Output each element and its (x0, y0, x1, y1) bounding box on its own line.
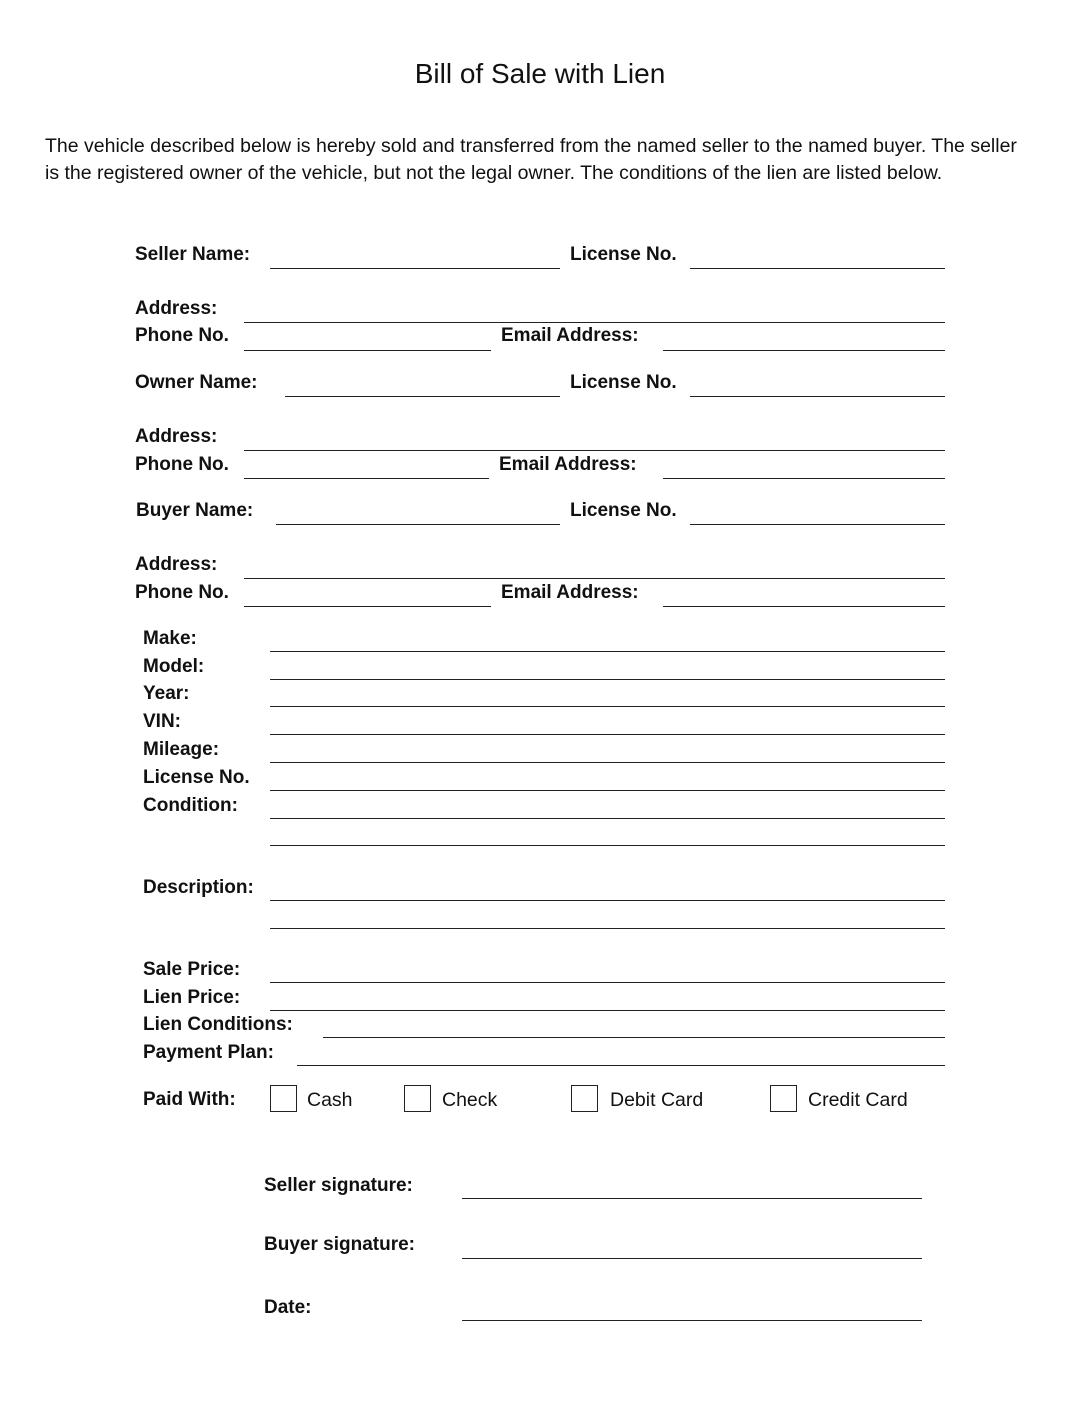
vehicle-year-field[interactable] (270, 706, 945, 707)
seller-license-field[interactable] (690, 268, 945, 269)
cash-checkbox[interactable] (270, 1085, 297, 1112)
check-checkbox[interactable] (404, 1085, 431, 1112)
seller-signature-field[interactable] (462, 1198, 922, 1199)
vehicle-condition-field-2[interactable] (270, 845, 945, 846)
buyer-email-label: Email Address: (501, 582, 639, 603)
vehicle-vin-field[interactable] (270, 734, 945, 735)
seller-phone-field[interactable] (244, 350, 491, 351)
paid-with-label: Paid With: (143, 1089, 236, 1110)
vehicle-license-field[interactable] (270, 790, 945, 791)
owner-address-label: Address: (135, 426, 218, 447)
buyer-signature-field[interactable] (462, 1258, 922, 1259)
debit-card-option-label: Debit Card (610, 1089, 704, 1111)
vehicle-condition-field[interactable] (270, 818, 945, 819)
owner-phone-label: Phone No. (135, 454, 229, 475)
buyer-signature-label: Buyer signature: (264, 1234, 415, 1255)
payment-plan-label: Payment Plan: (143, 1042, 274, 1063)
vehicle-license-label: License No. (143, 767, 250, 788)
owner-phone-field[interactable] (244, 478, 489, 479)
vehicle-year-label: Year: (143, 683, 190, 704)
sale-price-field[interactable] (270, 982, 945, 983)
seller-license-label: License No. (570, 244, 677, 265)
owner-email-label: Email Address: (499, 454, 637, 475)
vehicle-model-field[interactable] (270, 679, 945, 680)
buyer-email-field[interactable] (663, 606, 945, 607)
credit-card-option-label: Credit Card (808, 1089, 908, 1111)
vehicle-description-field[interactable] (270, 900, 945, 901)
seller-address-field[interactable] (244, 322, 945, 323)
credit-card-checkbox[interactable] (770, 1085, 797, 1112)
owner-license-label: License No. (570, 372, 677, 393)
seller-name-field[interactable] (270, 268, 560, 269)
buyer-name-field[interactable] (276, 524, 560, 525)
buyer-license-field[interactable] (690, 524, 945, 525)
sale-price-label: Sale Price: (143, 959, 241, 980)
vehicle-description-label: Description: (143, 877, 254, 898)
intro-paragraph: The vehicle described below is hereby sold and transferred from the named seller to the named buyer. The seller is the registered owner of the vehicle, but not the legal owner. The conditions of the lien are listed below. (45, 135, 1017, 184)
owner-name-label: Owner Name: (135, 372, 258, 393)
buyer-address-field[interactable] (244, 578, 945, 579)
vehicle-mileage-label: Mileage: (143, 739, 220, 760)
seller-email-field[interactable] (663, 350, 945, 351)
lien-conditions-field[interactable] (323, 1037, 945, 1038)
document-title: Bill of Sale with Lien (414, 58, 666, 89)
seller-phone-label: Phone No. (135, 325, 229, 346)
cash-option-label: Cash (307, 1089, 353, 1111)
buyer-phone-label: Phone No. (135, 582, 229, 603)
date-label: Date: (264, 1297, 312, 1318)
owner-email-field[interactable] (663, 478, 945, 479)
lien-price-label: Lien Price: (143, 987, 241, 1008)
vehicle-make-field[interactable] (270, 651, 945, 652)
vehicle-mileage-field[interactable] (270, 762, 945, 763)
lien-price-field[interactable] (270, 1010, 945, 1011)
seller-signature-label: Seller signature: (264, 1175, 413, 1196)
buyer-phone-field[interactable] (244, 606, 491, 607)
check-option-label: Check (442, 1089, 498, 1111)
buyer-name-label: Buyer Name: (136, 500, 254, 521)
vehicle-vin-label: VIN: (143, 711, 181, 732)
buyer-address-label: Address: (135, 554, 218, 575)
payment-plan-field[interactable] (297, 1065, 945, 1066)
date-field[interactable] (462, 1320, 922, 1321)
seller-email-label: Email Address: (501, 325, 639, 346)
vehicle-model-label: Model: (143, 656, 205, 677)
owner-license-field[interactable] (690, 396, 945, 397)
vehicle-make-label: Make: (143, 628, 197, 649)
vehicle-description-field-2[interactable] (270, 928, 945, 929)
seller-address-label: Address: (135, 298, 218, 319)
vehicle-condition-label: Condition: (143, 795, 238, 816)
seller-name-label: Seller Name: (135, 244, 251, 265)
debit-card-checkbox[interactable] (571, 1085, 598, 1112)
owner-address-field[interactable] (244, 450, 945, 451)
owner-name-field[interactable] (285, 396, 560, 397)
buyer-license-label: License No. (570, 500, 677, 521)
lien-conditions-label: Lien Conditions: (143, 1014, 293, 1035)
